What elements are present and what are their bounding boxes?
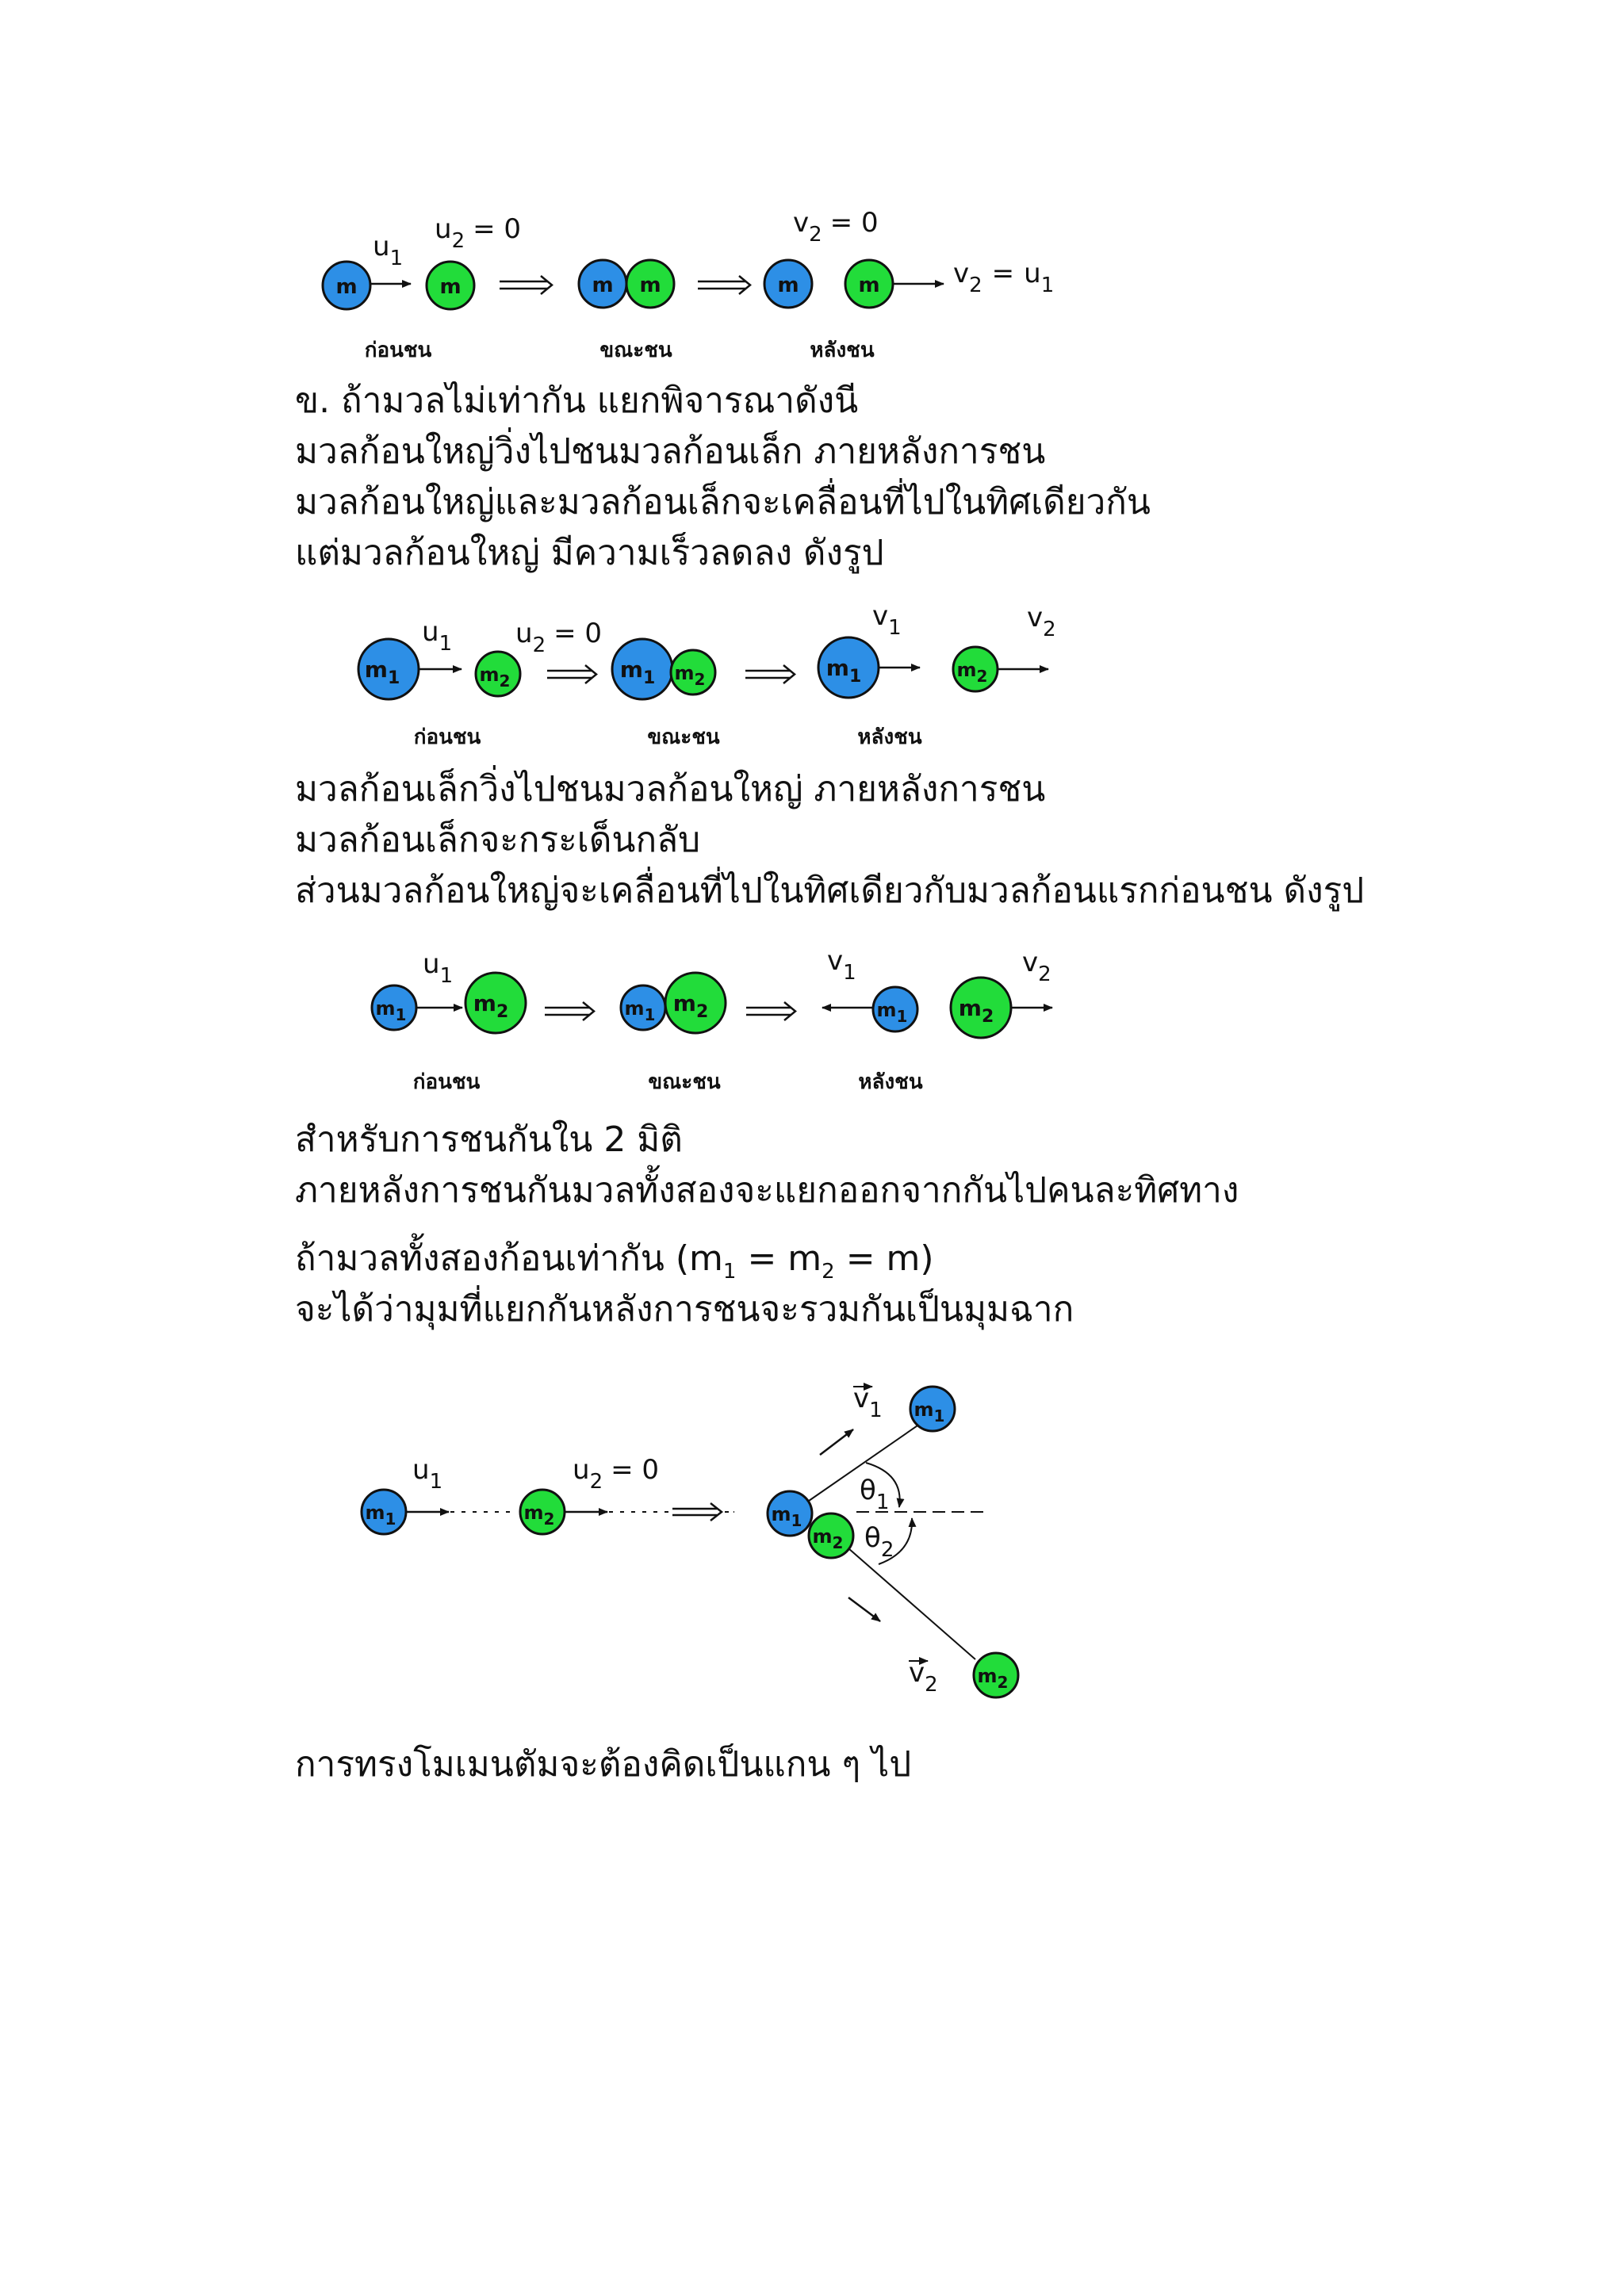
ball-label: $m_1$: [914, 1399, 945, 1425]
ball-label: m: [777, 274, 799, 297]
ball-label: m: [439, 275, 462, 299]
transition-arrow: [745, 665, 795, 683]
stage-before: ก่อนชน: [364, 339, 432, 362]
stage-after: หลังชน: [858, 1070, 923, 1094]
ball-label: $m_2$: [956, 659, 988, 686]
ball-label: $m_2$: [977, 1665, 1009, 1692]
m2-path: [848, 1548, 975, 1659]
transition-arrow: [547, 665, 596, 683]
ball-label: $m_1$: [825, 655, 862, 687]
stage-after: หลังชน: [857, 725, 922, 749]
v2-zero-label: $v_2 = 0$: [793, 207, 879, 247]
theta1-label: $\theta_1$: [860, 1475, 890, 1514]
v2-direction-arrow: [848, 1598, 880, 1621]
v2-eq-label: $v_2 = u_1$: [953, 258, 1055, 297]
v1-label: $v_1$: [853, 1383, 883, 1422]
ball-label: $m_2$: [672, 990, 709, 1022]
u2-label: $u_2 = 0$: [573, 1454, 660, 1494]
v1-label: $v_1$: [827, 945, 856, 985]
ball-label: $m_1$: [771, 1503, 802, 1530]
u1-label: $u_1$: [423, 948, 454, 988]
v1-direction-arrow: [820, 1429, 853, 1455]
ball-label: $m_1$: [375, 997, 407, 1024]
ball-label: m: [639, 274, 661, 297]
paragraph-line: มวลก้อนใหญ่และมวลก้อนเล็กจะเคลื่อนที่ไปในทิศเดียวกัน: [295, 482, 1151, 522]
u1-label: $u_1$: [412, 1454, 443, 1494]
ball-label: m: [858, 274, 880, 297]
ball-label: $m_2$: [812, 1525, 844, 1552]
figure-large-hits-small: [349, 600, 1078, 761]
paragraph-line: สำหรับการชนกันใน 2 มิติ: [295, 1119, 683, 1160]
ball-label: m: [592, 274, 614, 297]
transition-arrow: [698, 276, 750, 294]
ball-label: $m_2$: [473, 990, 509, 1022]
v2-label: $v_2$: [1027, 602, 1056, 641]
v2-label: $v_2$: [1022, 947, 1051, 986]
ball-label: $m_2$: [523, 1502, 555, 1529]
stage-before: ก่อนชน: [413, 725, 481, 749]
paragraph-line: ส่วนมวลก้อนใหญ่จะเคลื่อนที่ไปในทิศเดียวกับมวลก้อนแรกก่อนชน ดังรูป: [295, 871, 1365, 911]
v1-label: $v_1$: [872, 600, 902, 640]
stage-during: ขณะชน: [599, 339, 672, 362]
ball-label: $m_1$: [364, 656, 400, 688]
transition-arrow: [500, 276, 552, 294]
figure-2d-collision: [349, 1368, 1047, 1716]
paragraph-line: มวลก้อนเล็กวิ่งไปชนมวลก้อนใหญ่ ภายหลังการชน: [295, 769, 1046, 809]
ball-label: $m_1$: [624, 997, 656, 1024]
ball-label: $m_1$: [365, 1502, 396, 1529]
paragraph-line: มวลก้อนเล็กจะกระเด็นกลับ: [295, 820, 701, 860]
paragraph-line: ภายหลังการชนกันมวลทั้งสองจะแยกออกจากกันไปคนละทิศทาง: [295, 1170, 1239, 1211]
paragraph-line: แต่มวลก้อนใหญ่ มีความเร็วลดลง ดังรูป: [295, 533, 884, 573]
ball-label: $m_1$: [876, 999, 908, 1026]
u1-label: $u_1$: [422, 616, 453, 656]
theta2-label: $\theta_2$: [864, 1522, 894, 1562]
stage-during: ขณะชน: [647, 725, 720, 749]
ball-label: $m_1$: [619, 656, 656, 688]
figure-equal-mass-1d: [309, 206, 1102, 373]
paragraph-line: การทรงโมเมนตัมจะต้องคิดเป็นแกน ๆ ไป: [295, 1744, 912, 1785]
ball-label: $m_2$: [479, 664, 511, 691]
stage-during: ขณะชน: [648, 1070, 721, 1094]
transition-arrow: [545, 1002, 594, 1020]
u2-label: $u_2 = 0$: [515, 618, 603, 657]
ball-label: $m_2$: [958, 995, 994, 1027]
transition-arrow: [746, 1002, 795, 1020]
ball-label: m: [335, 275, 358, 299]
ball-label: $m_2$: [674, 662, 706, 689]
u1-label: $u_1$: [373, 231, 404, 270]
stage-after: หลังชน: [810, 339, 875, 362]
stage-before: ก่อนชน: [412, 1070, 481, 1094]
paragraph-line: จะได้ว่ามุมที่แยกกันหลังการชนจะรวมกันเป็นมุมฉาก: [295, 1289, 1074, 1330]
paragraph-line-equal-mass: ถ้ามวลทั้งสองก้อนเท่ากัน $(m_1 = m_2 = m)$: [295, 1238, 934, 1284]
transition-arrow: [672, 1503, 722, 1521]
paragraph-line: มวลก้อนใหญ่วิ่งไปชนมวลก้อนเล็ก ภายหลังการชน: [295, 431, 1046, 472]
figure-small-hits-large: [361, 947, 1074, 1106]
u2-label: $u_2 = 0$: [435, 213, 522, 253]
paragraph-line: ข. ถ้ามวลไม่เท่ากัน แยกพิจารณาดังนี: [295, 381, 859, 421]
v2-label: $v_2$: [909, 1657, 938, 1697]
